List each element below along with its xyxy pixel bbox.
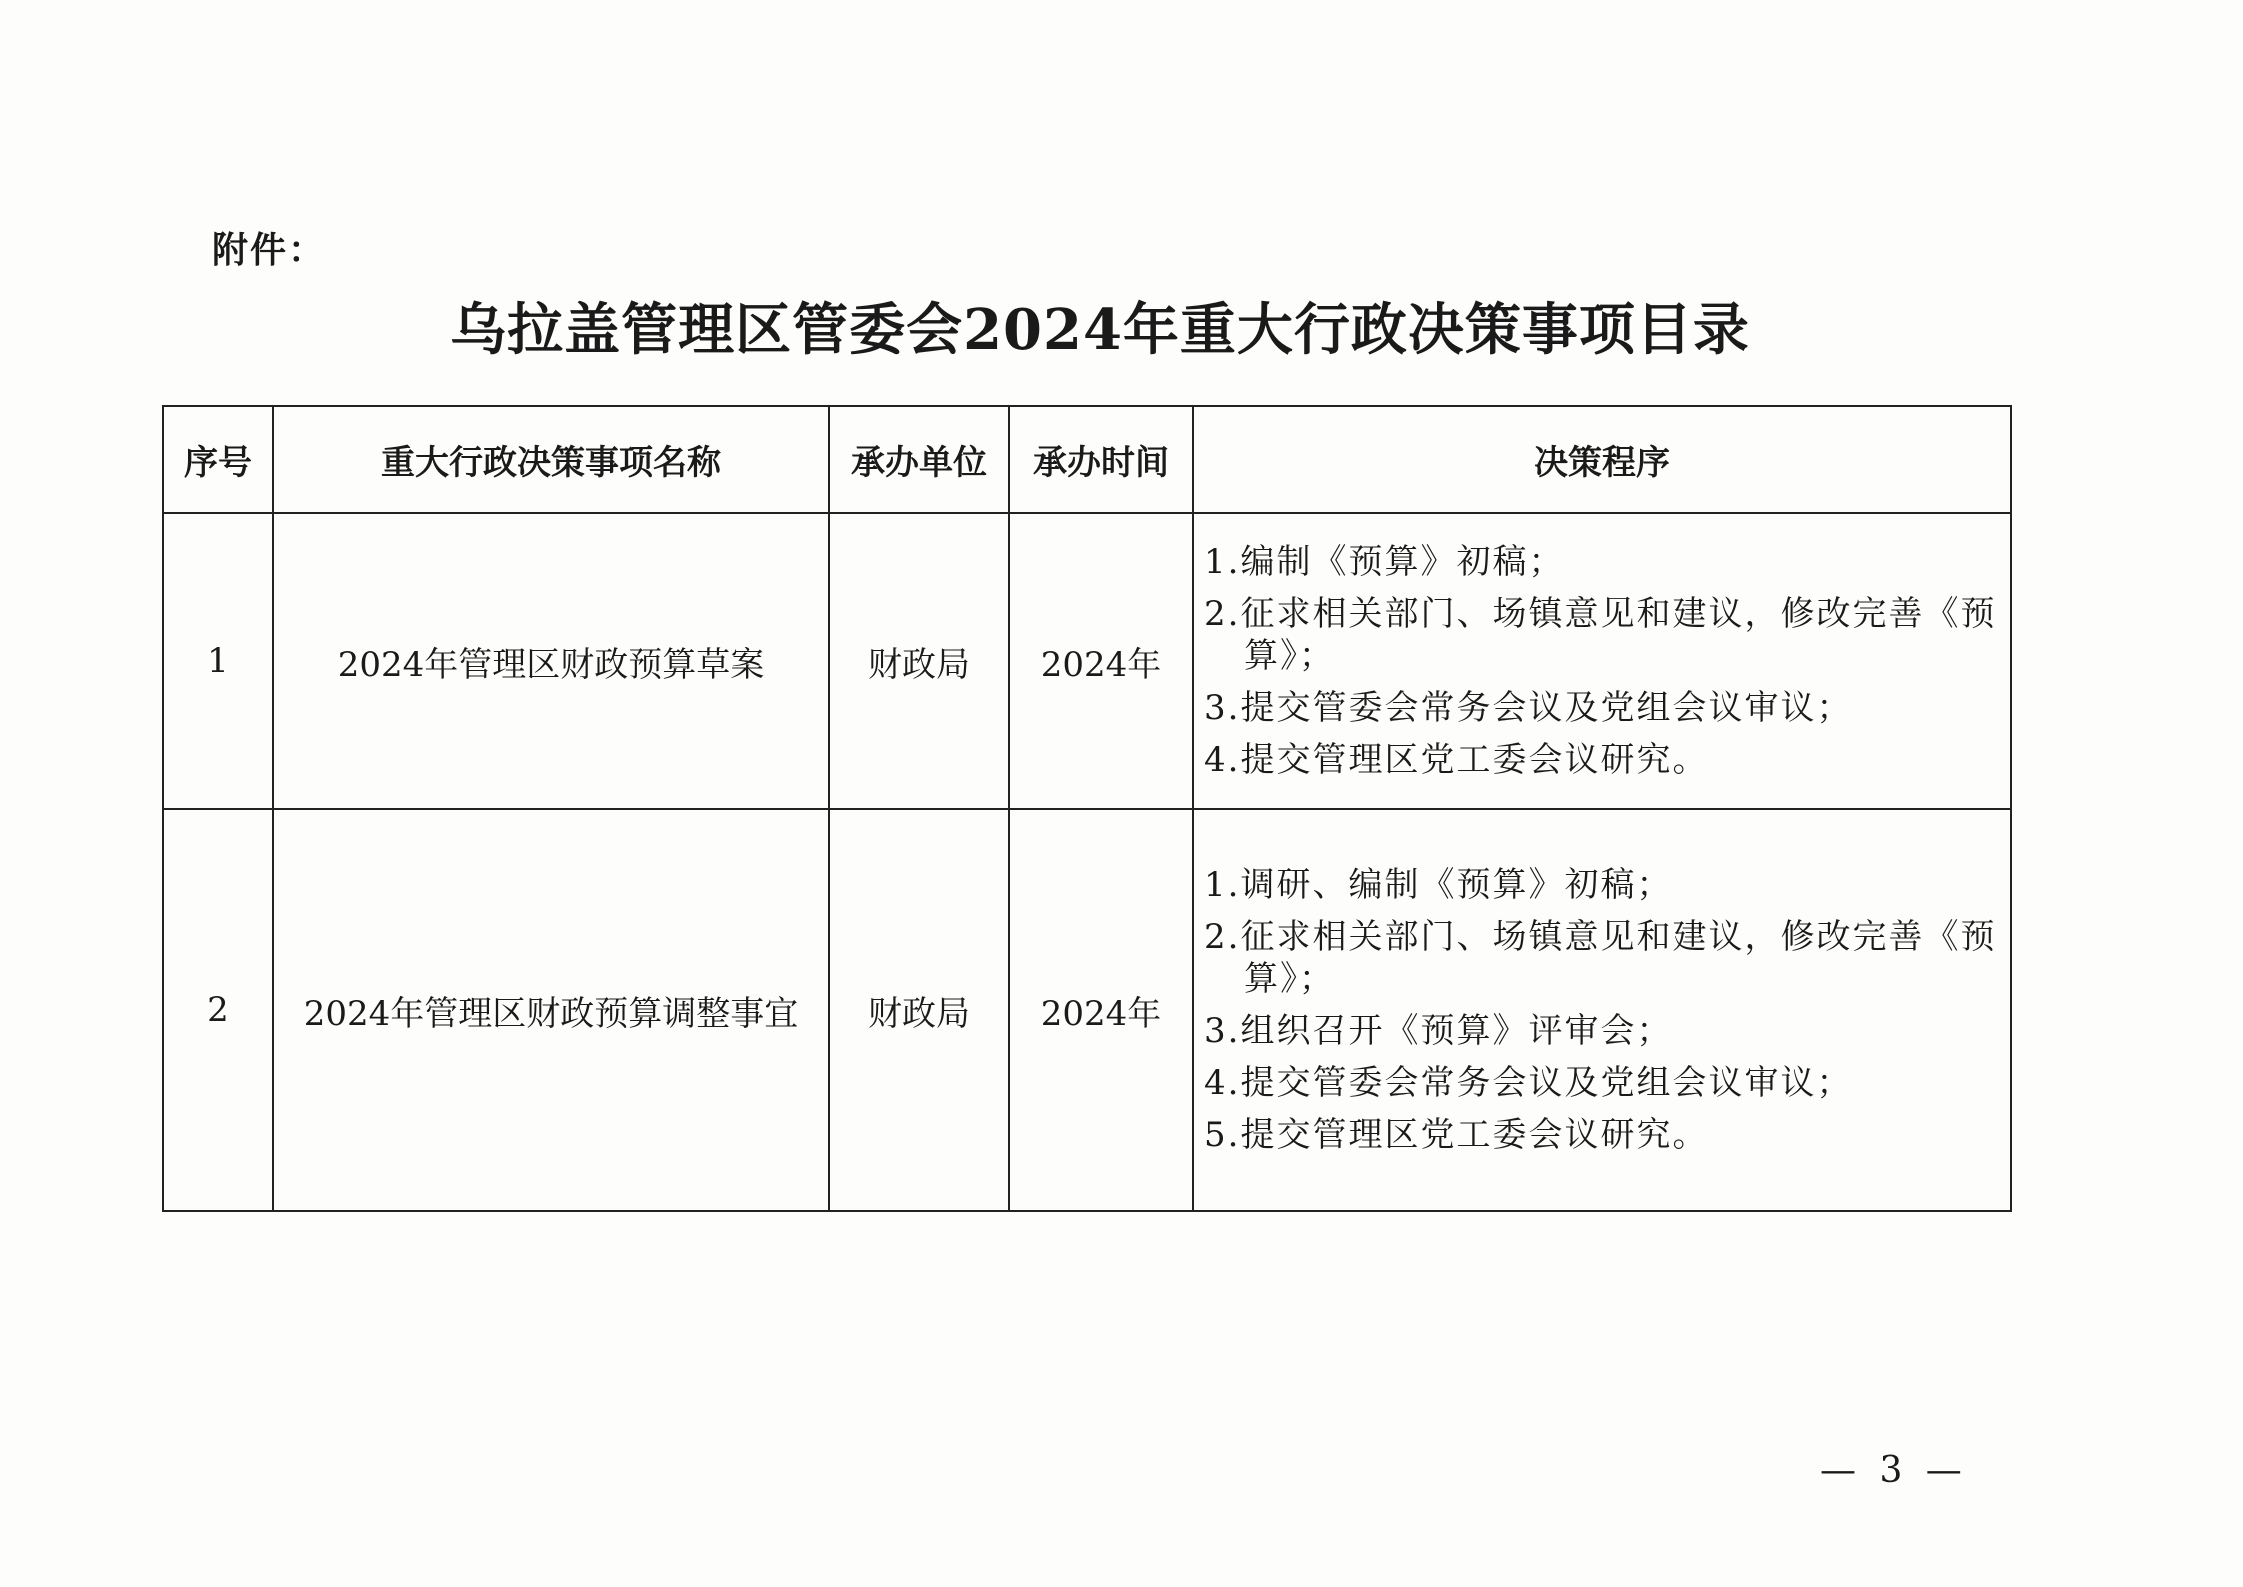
procedure-step: 3.组织召开《预算》评审会； <box>1204 1011 1673 1051</box>
header-unit: 承办单位 <box>829 406 1009 513</box>
cell-unit: 财政局 <box>829 513 1009 809</box>
procedure-step: 4.提交管理区党工委会议研究。 <box>1204 740 1709 780</box>
cell-seq: 2 <box>163 809 273 1211</box>
cell-time: 2024年 <box>1009 513 1193 809</box>
table-row <box>163 513 2011 809</box>
attachment-label: 附件： <box>212 230 327 271</box>
decision-table <box>162 405 2012 1212</box>
table-row <box>163 809 2011 1211</box>
header-procedure: 决策程序 <box>1193 406 2011 513</box>
procedure-step: 1.编制《预算》初稿； <box>1204 542 1565 582</box>
page-number: — 3 — <box>1820 1450 1968 1491</box>
procedure-step: 2.征求相关部门、场镇意见和建议，修改完善《预算》； <box>1204 594 1997 676</box>
document-title: 乌拉盖管理区管委会2024年重大行政决策事项目录 <box>450 297 1750 363</box>
cell-time: 2024年 <box>1009 809 1193 1211</box>
cell-procedure <box>1193 809 2011 1211</box>
cell-procedure <box>1193 513 2011 809</box>
procedure-step: 2.征求相关部门、场镇意见和建议，修改完善《预算》； <box>1204 917 1997 999</box>
procedure-steps <box>1204 864 2000 1156</box>
table-header-row <box>163 406 2011 513</box>
header-name: 重大行政决策事项名称 <box>273 406 829 513</box>
cell-name: 2024年管理区财政预算调整事宜 <box>273 809 829 1211</box>
cell-unit: 财政局 <box>829 809 1009 1211</box>
header-time: 承办时间 <box>1009 406 1193 513</box>
procedure-steps <box>1204 541 2000 781</box>
cell-seq: 1 <box>163 513 273 809</box>
procedure-step: 5.提交管理区党工委会议研究。 <box>1204 1115 1709 1155</box>
procedure-step: 3.提交管委会常务会议及党组会议审议； <box>1204 688 1853 728</box>
procedure-step: 1.调研、编制《预算》初稿； <box>1204 865 1673 905</box>
cell-name: 2024年管理区财政预算草案 <box>273 513 829 809</box>
procedure-step: 4.提交管委会常务会议及党组会议审议； <box>1204 1063 1853 1103</box>
header-seq: 序号 <box>163 406 273 513</box>
